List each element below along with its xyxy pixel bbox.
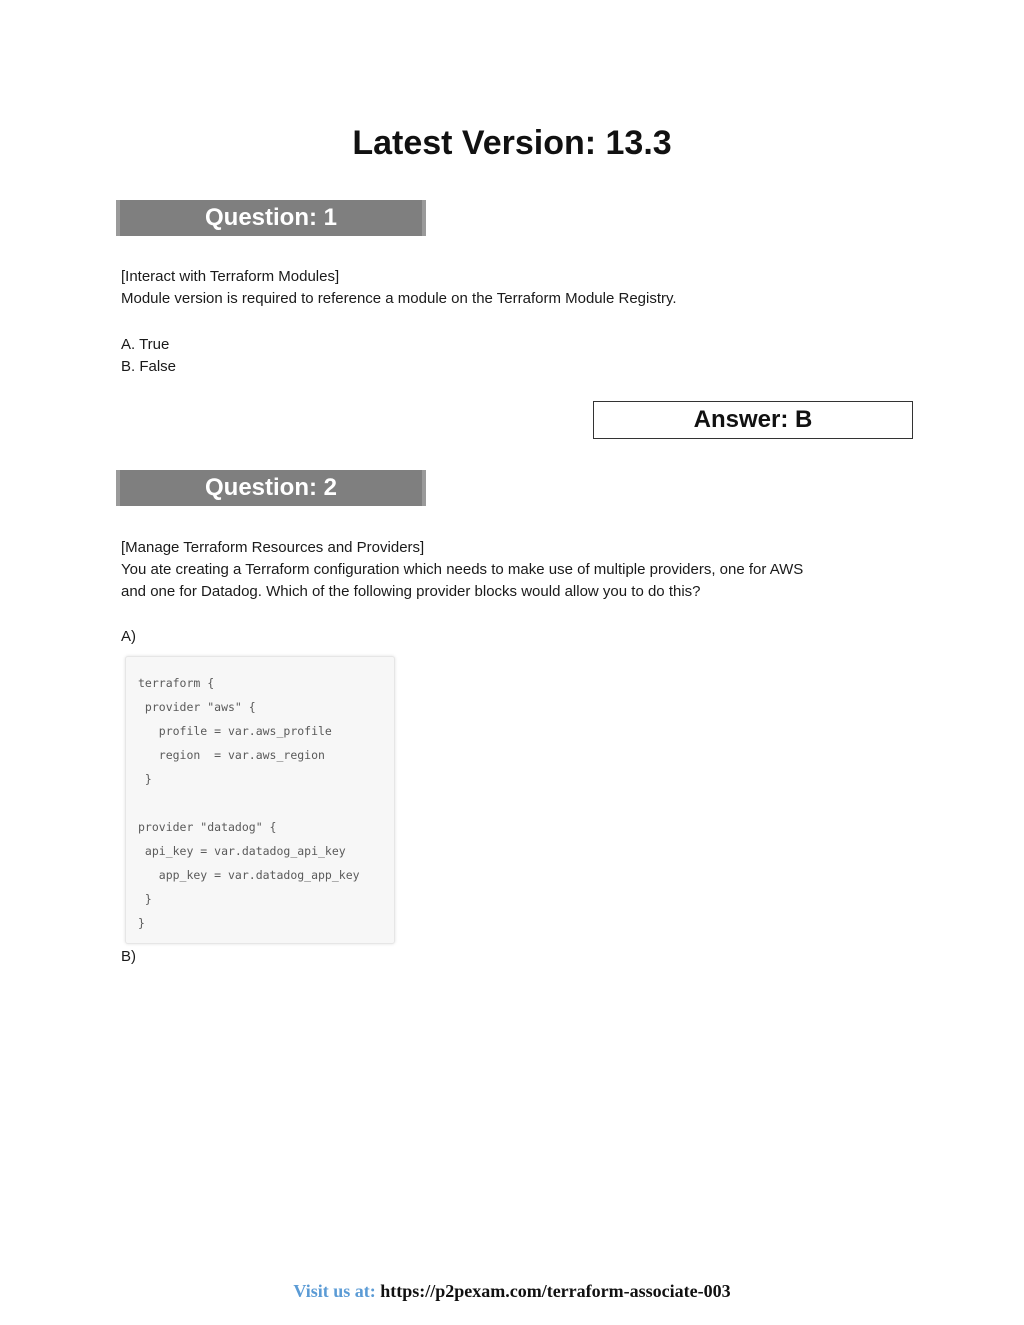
question-1-options [121,334,911,378]
question-1-answer: Answer: B [593,401,913,439]
question-1-topic: [Interact with Terraform Modules] [121,268,340,285]
question-2-option-b-label: B) [121,948,136,965]
question-2-topic: [Manage Terraform Resources and Providers] [121,539,425,556]
option-a-code-image [125,656,395,944]
code-line: app_key = var.datadog_app_key [138,868,360,882]
code-line: region = var.aws_region [138,748,325,762]
code-line: terraform { [138,676,215,690]
question-1-option-b: B. False [121,358,177,375]
question-2-text-line-1: You ate creating a Terraform configuration which needs to make use of multiple providers, one for AWS [121,561,804,578]
question-1-heading: Question: 1 [116,200,426,236]
code-line: provider "datadog" { [138,820,277,834]
code-line: provider "aws" { [138,700,256,714]
question-2-heading: Question: 2 [116,470,426,506]
question-2-option-a-label: A) [121,628,136,645]
question-2-text-line-2: and one for Datadog. Which of the following provider blocks would allow you to do this? [121,583,701,600]
footer [0,1281,1024,1302]
question-1-text: Module version is required to reference a module on the Terraform Module Registry. [121,290,677,307]
code-line: } [138,916,145,930]
page-title: Latest Version: 13.3 [352,124,672,162]
footer-url-link[interactable]: https://p2pexam.com/terraform-associate-003 [380,1281,731,1301]
footer-label: Visit us at: [293,1281,376,1301]
question-1-option-a: A. True [121,336,170,353]
code-line: } [138,772,152,786]
code-line: } [138,892,152,906]
code-line: profile = var.aws_profile [138,724,332,738]
code-line [138,791,394,815]
question-1-body [121,266,911,310]
question-2-body [121,537,911,603]
code-line: api_key = var.datadog_api_key [138,844,346,858]
